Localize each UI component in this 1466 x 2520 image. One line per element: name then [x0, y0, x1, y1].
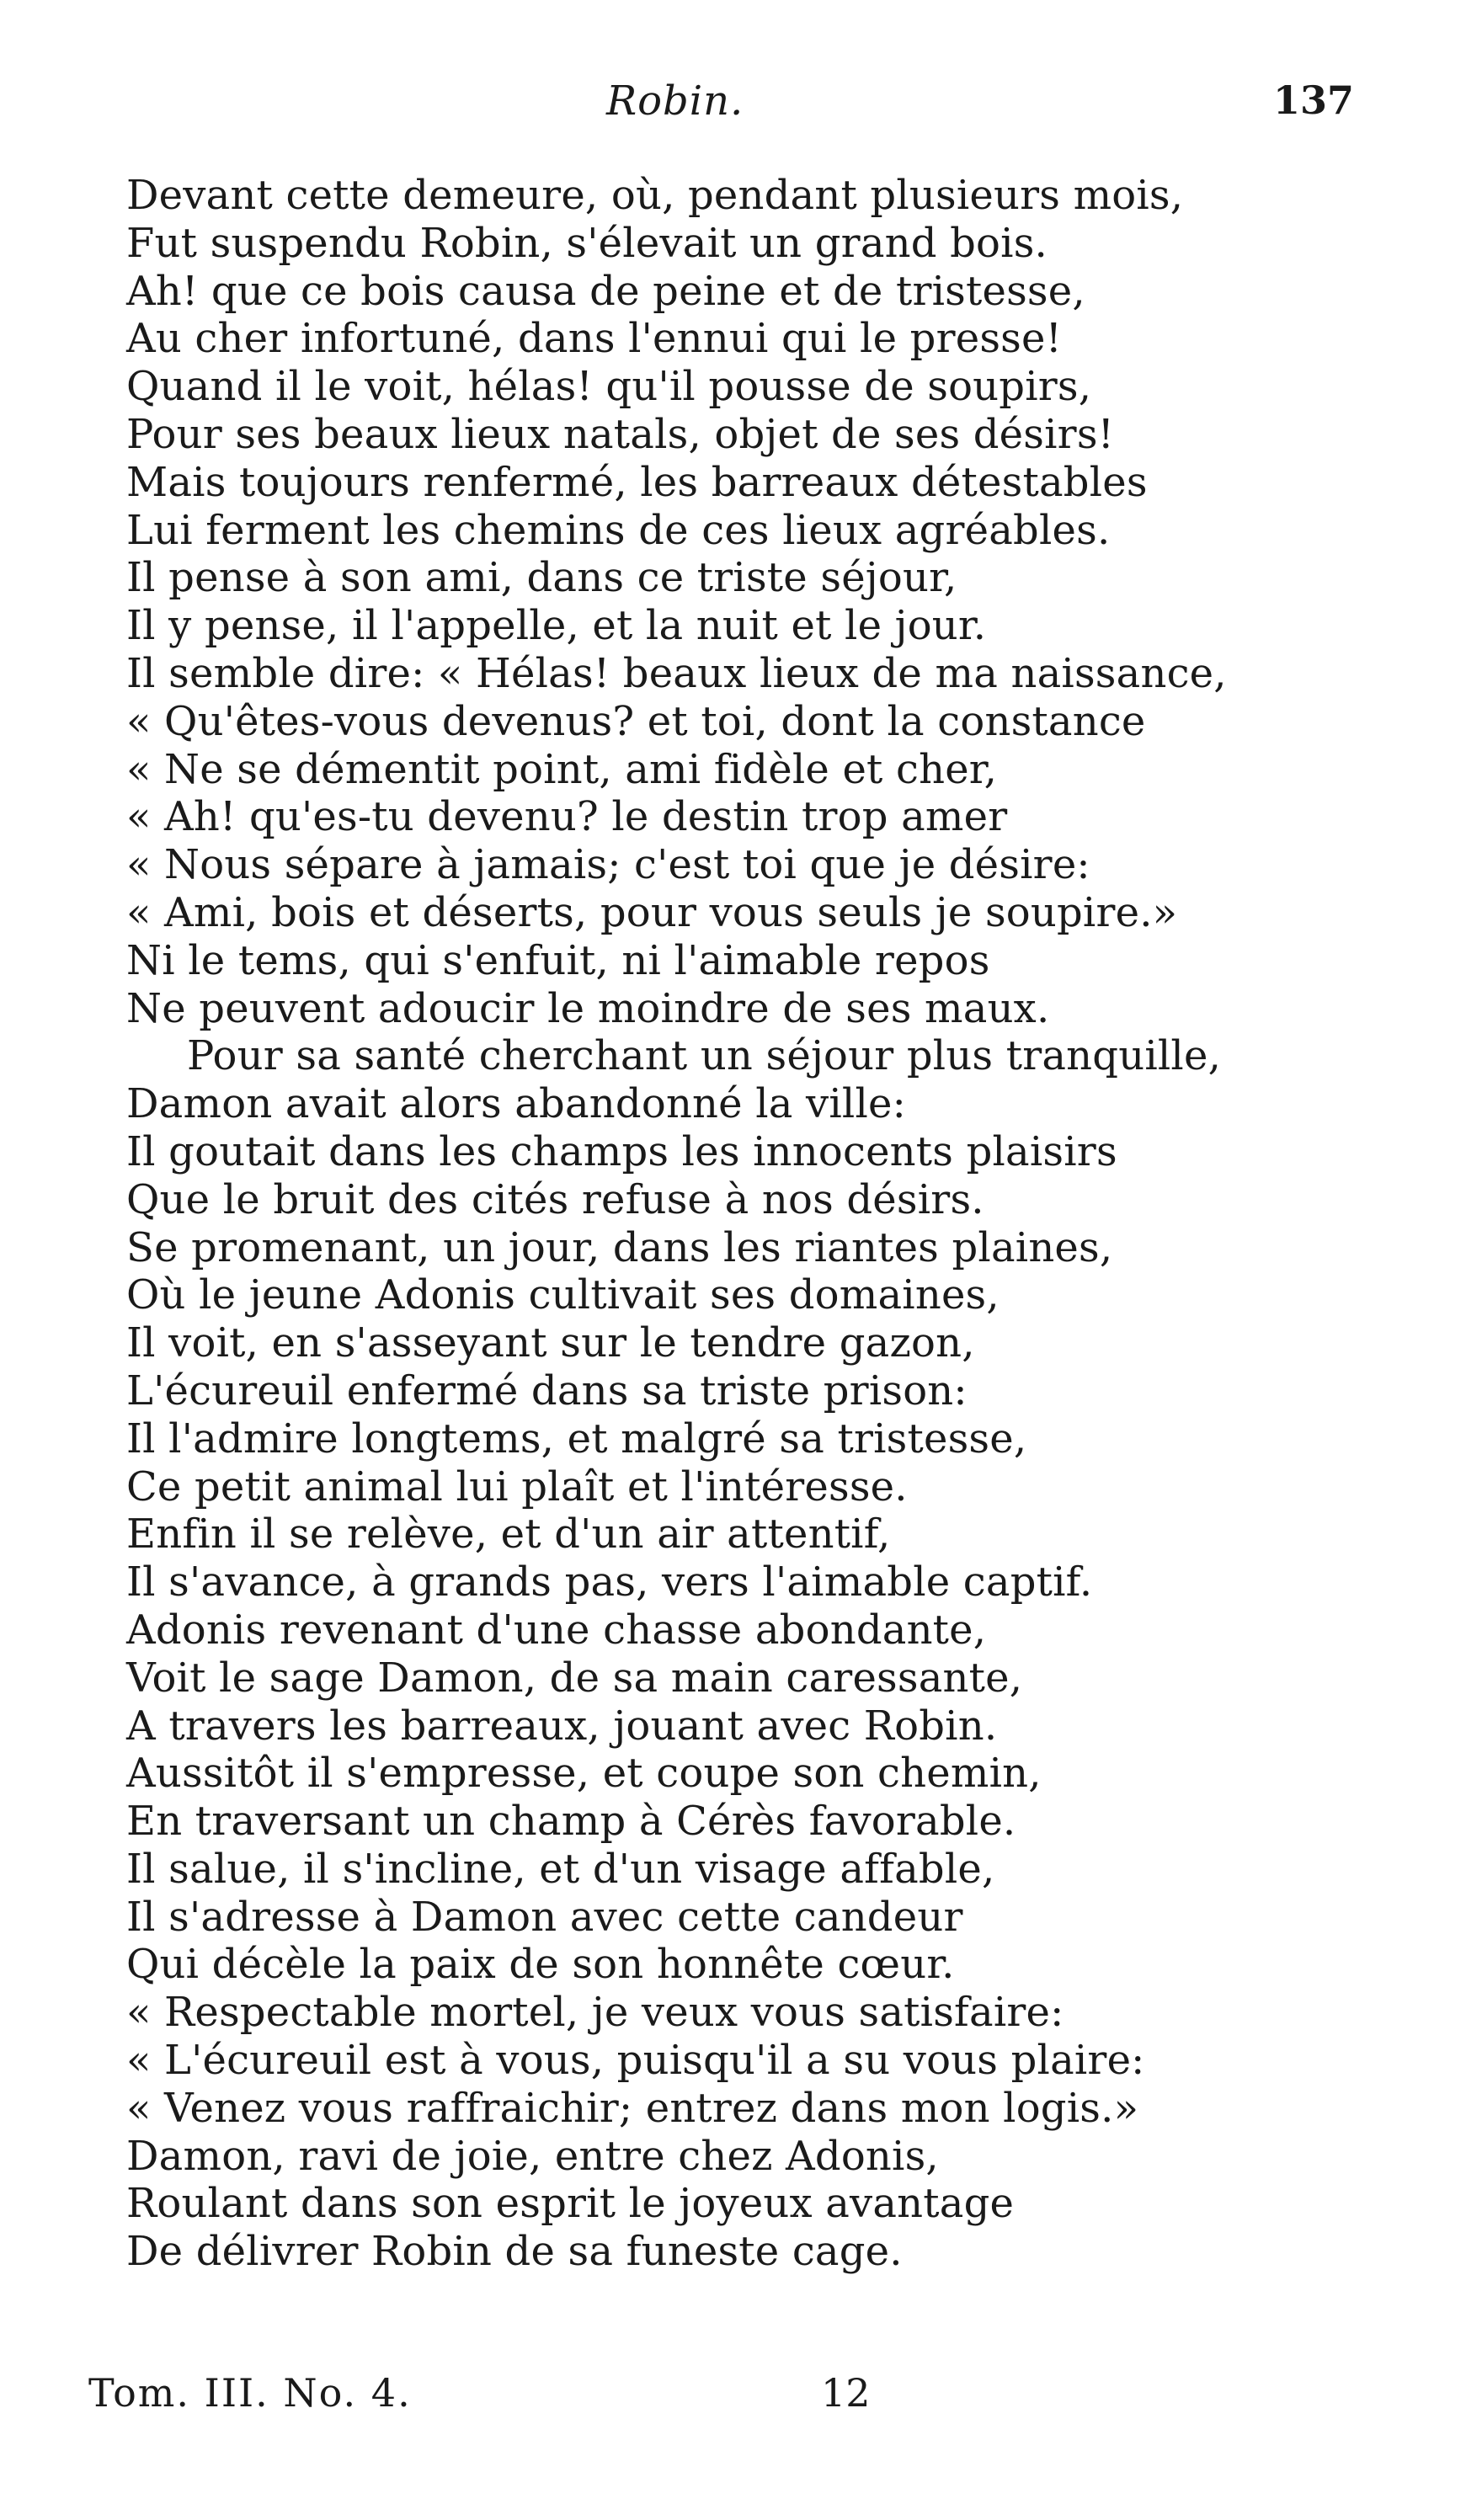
verse-line: Au cher infortuné, dans l'ennui qui le presse!: [126, 315, 1063, 363]
verse-line: Roulant dans son esprit le joyeux avantage: [126, 2180, 1015, 2228]
verse-line: De délivrer Robin de sa funeste cage.: [126, 2228, 903, 2276]
verse-line: Aussitôt il s'empresse, et coupe son chemin,: [126, 1750, 1042, 1798]
verse-line: Damon avait alors abandonné la ville:: [126, 1080, 907, 1128]
verse-line: Se promenant, un jour, dans les riantes plaines,: [126, 1223, 1113, 1271]
verse-line: Ni le tems, qui s'enfuit, ni l'aimable repos: [126, 936, 990, 984]
verse-line: « Ne se démentit point, ami fidèle et cher,: [126, 745, 998, 793]
volume-signature: Tom. III. No. 4.: [88, 2370, 412, 2416]
page-footer: [0, 2370, 1466, 2429]
verse-line: « Venez vous raffraichir; entrez dans mon logis.»: [126, 2084, 1139, 2132]
verse-line: Qui décèle la paix de son honnête cœur.: [126, 1941, 955, 1989]
verse-line: Il salue, il s'incline, et d'un visage affable,: [126, 1845, 995, 1893]
verse-line: Lui ferment les chemins de ces lieux agréables.: [126, 506, 1111, 554]
verse-line: « Respectable mortel, je veux vous satisfaire:: [126, 1989, 1064, 2037]
verse-line: « Ami, bois et déserts, pour vous seuls je soupire.»: [126, 888, 1178, 936]
verse-line: Il voit, en s'asseyant sur le tendre gazon,: [126, 1319, 975, 1367]
verse-line: Fut suspendu Robin, s'élevait un grand bois.: [126, 219, 1048, 267]
verse-line: Voit le sage Damon, de sa main caressante,: [126, 1654, 1023, 1702]
poem-text: [126, 172, 1389, 2276]
verse-line: Il l'admire longtems, et malgré sa tristesse,: [126, 1415, 1027, 1462]
verse-line: Damon, ravi de joie, entre chez Adonis,: [126, 2132, 939, 2180]
verse-line: Il semble dire: « Hélas! beaux lieux de ma naissance,: [126, 649, 1227, 697]
page-number: 137: [1273, 77, 1355, 123]
verse-line: « Nous sépare à jamais; c'est toi que je désire:: [126, 841, 1090, 889]
verse-line: « Ah! qu'es-tu devenu? le destin trop amer: [126, 793, 1008, 841]
verse-line: A travers les barreaux, jouant avec Robin.: [126, 1702, 998, 1750]
verse-line: Quand il le voit, hélas! qu'il pousse de soupirs,: [126, 363, 1092, 411]
verse-line: Où le jeune Adonis cultivait ses domaines,: [126, 1271, 1000, 1319]
verse-line: Il s'adresse à Damon avec cette candeur: [126, 1893, 963, 1941]
verse-line: Pour ses beaux lieux natals, objet de ses désirs!: [126, 410, 1115, 458]
verse-line: Il y pense, il l'appelle, et la nuit et le jour.: [126, 602, 987, 650]
sheet-number: 12: [821, 2370, 871, 2416]
verse-line: En traversant un champ à Cérès favorable.: [126, 1798, 1016, 1846]
verse-line: Ne peuvent adoucir le moindre de ses maux.: [126, 984, 1050, 1032]
verse-line: Enfin il se relève, et d'un air attentif,: [126, 1510, 891, 1558]
verse-line: Ce petit animal lui plaît et l'intéresse.: [126, 1462, 908, 1510]
running-head-title: Robin.: [606, 77, 744, 125]
verse-line: L'écureuil enfermé dans sa triste prison:: [126, 1367, 968, 1415]
verse-line: Il pense à son ami, dans ce triste séjour,: [126, 554, 957, 602]
verse-line: Devant cette demeure, où, pendant plusieurs mois,: [126, 172, 1184, 219]
verse-line: Il s'avance, à grands pas, vers l'aimable captif.: [126, 1558, 1093, 1606]
verse-line: Ah! que ce bois causa de peine et de tristesse,: [126, 267, 1085, 315]
verse-line: Que le bruit des cités refuse à nos désirs.: [126, 1175, 984, 1223]
verse-line: « Qu'êtes-vous devenus? et toi, dont la constance: [126, 697, 1146, 745]
verse-line: Il goutait dans les champs les innocents plaisirs: [126, 1127, 1117, 1175]
verse-line-indented: Pour sa santé cherchant un séjour plus tranquille,: [187, 1032, 1222, 1080]
verse-line: « L'écureuil est à vous, puisqu'il a su vous plaire:: [126, 2037, 1145, 2085]
running-head: [0, 77, 1466, 145]
verse-line: Mais toujours renfermé, les barreaux détestables: [126, 458, 1148, 506]
verse-line: Adonis revenant d'une chasse abondante,: [126, 1606, 987, 1654]
